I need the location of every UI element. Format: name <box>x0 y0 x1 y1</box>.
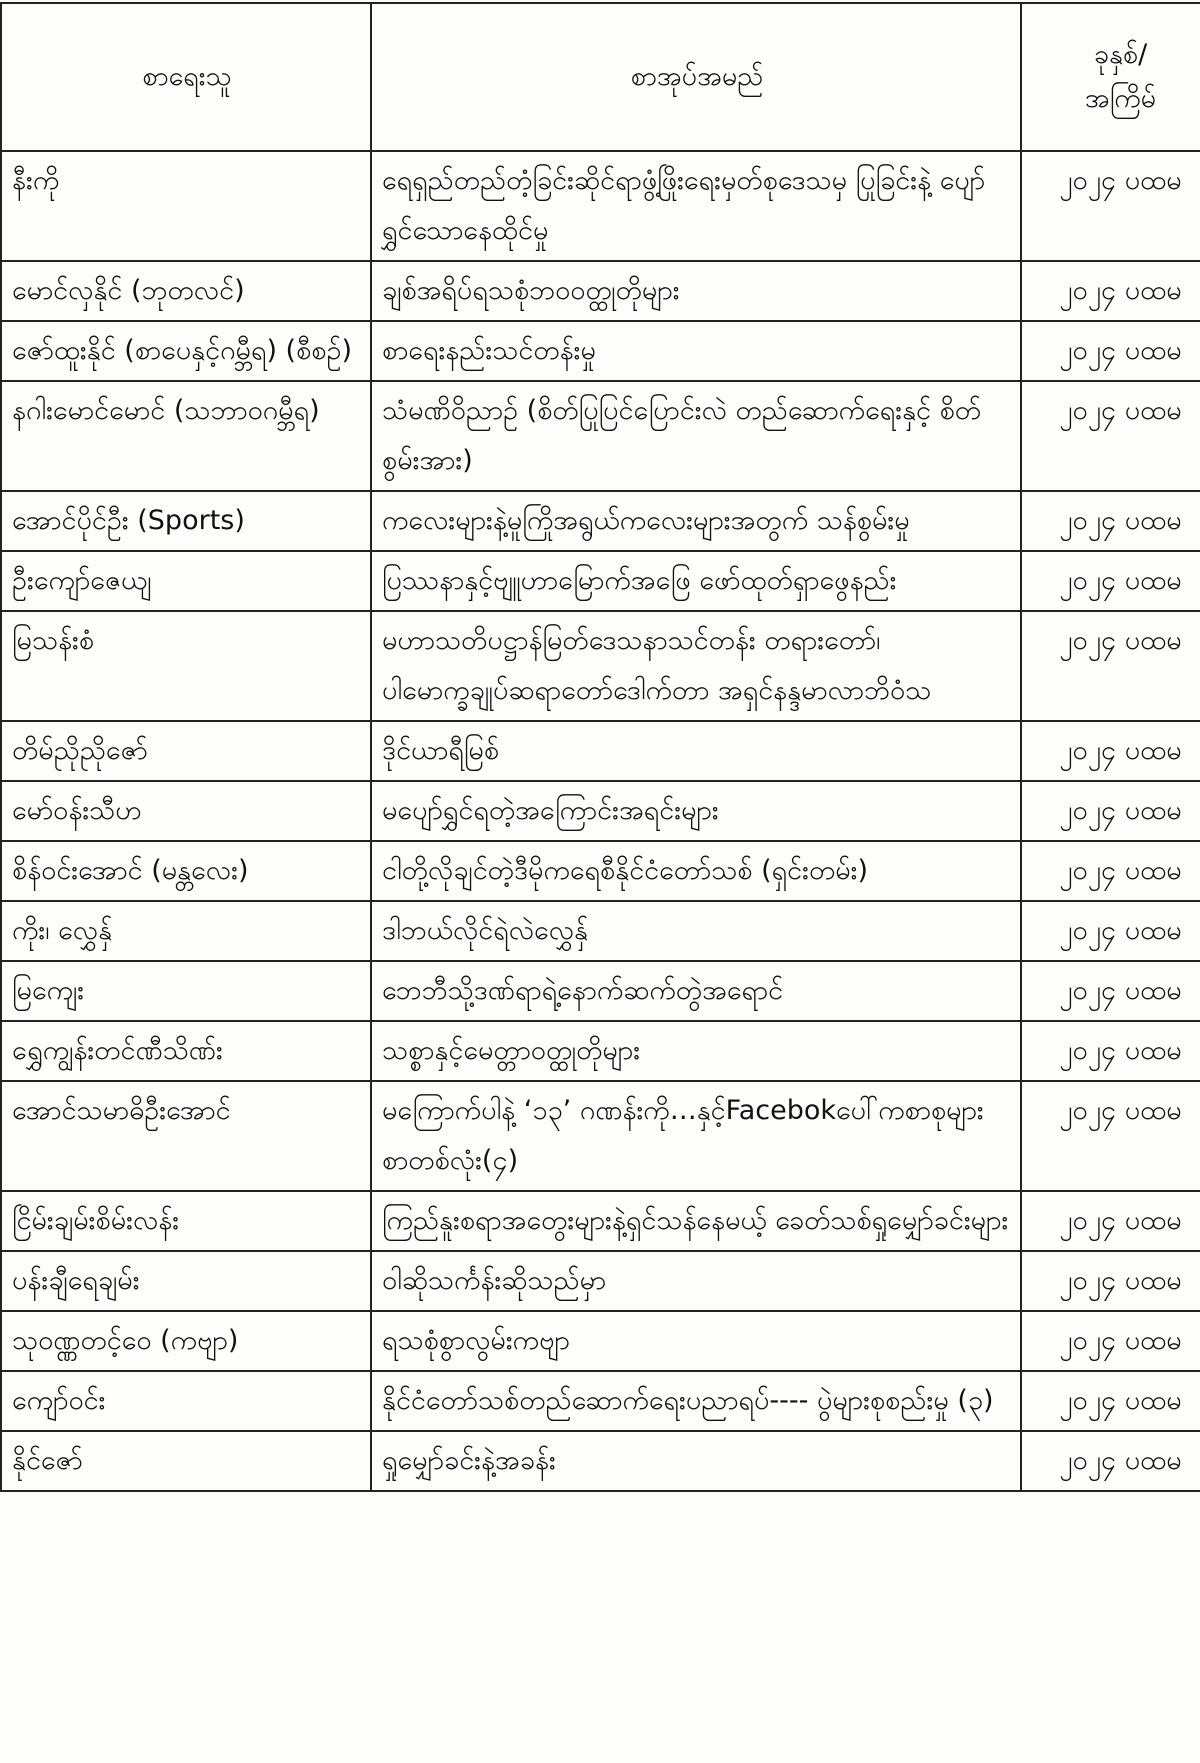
title-cell: ဒါဘယ်လိုင်ရဲလဲလွှေနှ် <box>371 901 1021 961</box>
title-cell: ကြည်နူးစရာအတွေးများနဲ့ရှင်သန်နေမယ့် ခေတ်သစ်ရှုမျှော်ခင်းများ <box>371 1191 1021 1251</box>
edition-cell: ၂၀၂၄ ပထမ <box>1021 261 1200 321</box>
table-row <box>1 901 1200 961</box>
title-cell: ကလေးများနဲ့မူကြိုအရွယ်ကလေးများအတွက် သန်စွမ်းမှု <box>371 491 1021 551</box>
author-cell: ငြိမ်းချမ်းစိမ်းလန်း <box>1 1191 371 1251</box>
edition-cell: ၂၀၂၄ ပထမ <box>1021 151 1200 261</box>
edition-cell: ၂၀၂၄ ပထမ <box>1021 841 1200 901</box>
title-cell: ဒိုင်ယာရီမြစ် <box>371 721 1021 781</box>
title-cell: နိုင်ငံတော်သစ်တည်ဆောက်ရေးပညာရပ်---- ပွဲများစုစည်းမှု (၃) <box>371 1371 1021 1431</box>
table-row <box>1 961 1200 1021</box>
author-cell: တိမ်ညိုညိုဇော် <box>1 721 371 781</box>
edition-cell: ၂၀၂၄ ပထမ <box>1021 1251 1200 1311</box>
book-list-table <box>0 2 1200 1492</box>
table-row <box>1 721 1200 781</box>
title-cell: သစ္စာနှင့်မေတ္တာဝတ္ထုတိုများ <box>371 1021 1021 1081</box>
author-cell: ဇော်ထူးနိုင် (စာပေနှင့်ဂမ္ဘီရ) (စီစဉ်) <box>1 321 371 381</box>
edition-cell: ၂၀၂၄ ပထမ <box>1021 1371 1200 1431</box>
title-cell: ချစ်အရိပ်ရသစုံဘဝဝတ္ထုတိုများ <box>371 261 1021 321</box>
edition-cell: ၂၀၂၄ ပထမ <box>1021 1311 1200 1371</box>
edition-cell: ၂၀၂၄ ပထမ <box>1021 491 1200 551</box>
table-row <box>1 1251 1200 1311</box>
title-cell: ရသစုံစွာလွမ်းကဗျာ <box>371 1311 1021 1371</box>
author-cell: ရွှေကျွန်းတင်ဏီသိဏ်း <box>1 1021 371 1081</box>
edition-header-line1: ခုနှစ်/ <box>1093 39 1148 70</box>
table-row <box>1 1191 1200 1251</box>
edition-cell: ၂၀၂၄ ပထမ <box>1021 961 1200 1021</box>
title-cell: ငါတို့လိုချင်တဲ့ဒီမိုကရေစီနိုင်ငံတော်သစ် (ရှင်းတမ်း) <box>371 841 1021 901</box>
table-body <box>1 151 1200 1491</box>
table-row <box>1 491 1200 551</box>
edition-cell: ၂၀၂၄ ပထမ <box>1021 901 1200 961</box>
table-row <box>1 321 1200 381</box>
author-cell: ပန်းချီရေချမ်း <box>1 1251 371 1311</box>
author-cell: နီးကို <box>1 151 371 261</box>
author-cell: အောင်ပိုင်ဦး (Sports) <box>1 491 371 551</box>
edition-cell: ၂၀၂၄ ပထမ <box>1021 1081 1200 1191</box>
table-row <box>1 611 1200 721</box>
table-row <box>1 1311 1200 1371</box>
title-cell: ဘေဘီသို့ဒဏ်ရာရဲ့နောက်ဆက်တွဲအရောင် <box>371 961 1021 1021</box>
edition-cell: ၂၀၂၄ ပထမ <box>1021 721 1200 781</box>
author-cell: ကျော်ဝင်း <box>1 1371 371 1431</box>
table-row <box>1 841 1200 901</box>
table-row <box>1 1021 1200 1081</box>
edition-header-line2: အကြိမ် <box>1084 83 1157 114</box>
author-cell: မြသန်းစံ <box>1 611 371 721</box>
table-row <box>1 1371 1200 1431</box>
table-row <box>1 381 1200 491</box>
edition-cell: ၂၀၂၄ ပထမ <box>1021 381 1200 491</box>
edition-cell: ၂၀၂၄ ပထမ <box>1021 1191 1200 1251</box>
author-cell: နိုင်ဇော် <box>1 1431 371 1491</box>
author-cell: သုဝဏ္ဏတင့်ဝေ (ကဗျာ) <box>1 1311 371 1371</box>
author-cell: စိန်ဝင်းအောင် (မန္တလေး) <box>1 841 371 901</box>
author-cell: မြကျေး <box>1 961 371 1021</box>
title-cell: မပျော်ရွှင်ရတဲ့အကြောင်းအရင်းများ <box>371 781 1021 841</box>
author-cell: မောင်လှနိုင် (ဘုတလင်) <box>1 261 371 321</box>
table-row <box>1 781 1200 841</box>
title-cell: မကြောက်ပါနဲ့ ‘၁၃’ ဂဏန်းကို…နှင့်Facebokပေါ်ကစာစုများ စာတစ်လုံး(၄) <box>371 1081 1021 1191</box>
title-cell: ဝါဆိုသင်္ကန်းဆိုသည်မှာ <box>371 1251 1021 1311</box>
title-cell: စာရေးနည်းသင်တန်းမှု <box>371 321 1021 381</box>
author-column-header: စာရေးသူ <box>1 3 371 151</box>
title-column-header: စာအုပ်အမည် <box>371 3 1021 151</box>
title-cell: မဟာသတိပဋ္ဌာန်မြတ်ဒေသနာသင်တန်း တရားတော်၊ ပါမောက္ခချုပ်ဆရာတော်ဒေါက်တာ အရှင်နန္ဒမာလာဘိဝံသ <box>371 611 1021 721</box>
edition-cell: ၂၀၂၄ ပထမ <box>1021 321 1200 381</box>
table-row <box>1 1081 1200 1191</box>
edition-cell: ၂၀၂၄ ပထမ <box>1021 1431 1200 1491</box>
title-cell: သံမဏိဝိညာဉ် (စိတ်ပြုပြင်ပြောင်းလဲ တည်ဆောက်ရေးနှင့် စိတ်စွမ်းအား) <box>371 381 1021 491</box>
table-header-row <box>1 3 1200 151</box>
author-cell: နဂါးမောင်မောင် (သဘာဝဂမ္ဘီရ) <box>1 381 371 491</box>
author-cell: ကိုး၊ လွှေနှ် <box>1 901 371 961</box>
author-cell: မော်ဝန်းသီဟ <box>1 781 371 841</box>
edition-cell: ၂၀၂၄ ပထမ <box>1021 781 1200 841</box>
table-row <box>1 1431 1200 1491</box>
title-cell: ပြဿနာနှင့်ဗျူဟာမြောက်အဖြေ ဖော်ထုတ်ရှာဖွေနည်း <box>371 551 1021 611</box>
edition-cell: ၂၀၂၄ ပထမ <box>1021 1021 1200 1081</box>
table-row <box>1 261 1200 321</box>
table-row <box>1 551 1200 611</box>
table-row <box>1 151 1200 261</box>
edition-cell: ၂၀၂၄ ပထမ <box>1021 551 1200 611</box>
edition-cell: ၂၀၂၄ ပထမ <box>1021 611 1200 721</box>
edition-column-header <box>1021 3 1200 151</box>
author-cell: အောင်သမာဓိဦးအောင် <box>1 1081 371 1191</box>
title-cell: ရှုမျှော်ခင်းနဲ့အခန်း <box>371 1431 1021 1491</box>
author-cell: ဦးကျော်ဇေယျ <box>1 551 371 611</box>
title-cell: ရေရှည်တည်တံ့ခြင်းဆိုင်ရာဖွံ့ဖြိုးရေးမှတ်စုဒေသမှ ပြုခြင်းနဲ့ ပျော်ရွှင်သောနေထိုင်မှု <box>371 151 1021 261</box>
